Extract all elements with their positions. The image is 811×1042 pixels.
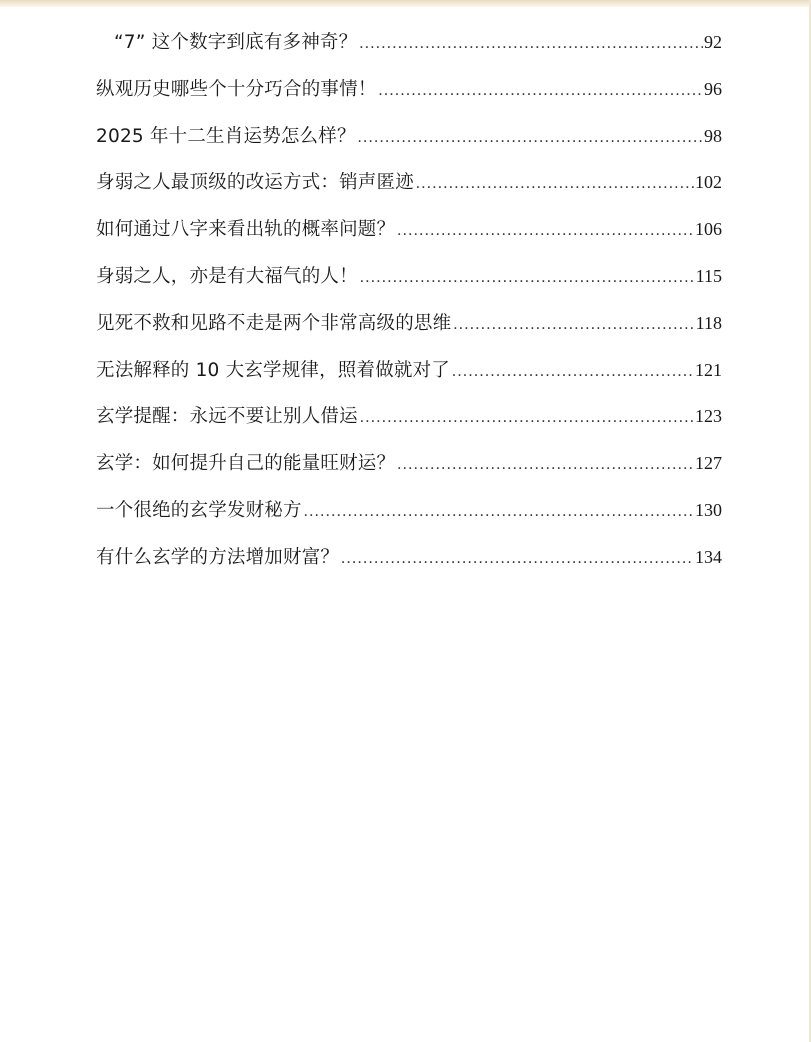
table-of-contents <box>96 24 722 586</box>
toc-dot-leader <box>397 447 694 483</box>
toc-dot-leader <box>360 400 694 436</box>
toc-entry[interactable] <box>96 164 722 211</box>
toc-page-number: 102 <box>695 172 722 193</box>
toc-dot-leader <box>341 541 694 577</box>
toc-page-number: 123 <box>695 406 722 427</box>
toc-page-number: 115 <box>695 265 722 286</box>
toc-entry[interactable] <box>96 24 722 71</box>
toc-entry-title: 如何通过八字来看出轨的概率问题？ <box>96 219 396 241</box>
toc-entry[interactable] <box>96 71 722 118</box>
toc-page-number: 127 <box>695 453 722 474</box>
toc-dot-leader <box>360 260 695 296</box>
toc-entry-title: 有什么玄学的方法增加财富？ <box>96 546 340 568</box>
toc-page-number: 134 <box>695 546 722 567</box>
toc-entry-title: 玄学提醒：永远不要让别人借运 <box>96 406 358 428</box>
toc-entry[interactable] <box>96 352 722 399</box>
toc-entry[interactable] <box>96 492 722 539</box>
toc-entry[interactable] <box>96 398 722 445</box>
toc-dot-leader <box>416 166 694 202</box>
toc-entry[interactable] <box>96 305 722 352</box>
toc-dot-leader <box>379 73 703 109</box>
toc-entry-title: 玄学：如何提升自己的能量旺财运？ <box>96 453 396 475</box>
toc-entry[interactable] <box>96 258 722 305</box>
toc-page-number: 130 <box>695 499 722 520</box>
toc-entry[interactable] <box>96 445 722 492</box>
toc-dot-leader <box>453 307 694 343</box>
toc-entry[interactable] <box>96 211 722 258</box>
toc-entry-title: 2025 年十二生肖运势怎么样？ <box>96 125 356 147</box>
page-top-border <box>0 0 811 7</box>
toc-page-number: 92 <box>704 32 722 52</box>
toc-dot-leader <box>358 120 703 156</box>
toc-dot-leader <box>359 26 703 62</box>
toc-page-number: 106 <box>695 219 722 240</box>
toc-dot-leader <box>452 354 694 390</box>
toc-page-number: 98 <box>704 125 722 146</box>
toc-entry-title: 一个很绝的玄学发财秘方 <box>96 499 302 521</box>
toc-entry-title: 身弱之人，亦是有大福气的人！ <box>96 265 358 287</box>
toc-entry-title: 见死不救和见路不走是两个非常高级的思维 <box>96 312 452 334</box>
toc-entry-title: 无法解释的 10 大玄学规律，照着做就对了 <box>96 359 451 381</box>
toc-page-number: 121 <box>695 359 722 380</box>
toc-page-number: 96 <box>704 78 722 99</box>
toc-dot-leader <box>397 213 694 249</box>
toc-dot-leader <box>304 494 694 530</box>
toc-entry-title: “7” 这个数字到底有多神奇？ <box>114 32 358 53</box>
toc-page-number: 118 <box>695 312 722 333</box>
toc-entry-title: 身弱之人最顶级的改运方式：销声匿迹 <box>96 172 414 194</box>
toc-entry[interactable] <box>96 118 722 165</box>
toc-entry[interactable] <box>96 539 722 586</box>
toc-entry-title: 纵观历史哪些个十分巧合的事情！ <box>96 78 377 100</box>
